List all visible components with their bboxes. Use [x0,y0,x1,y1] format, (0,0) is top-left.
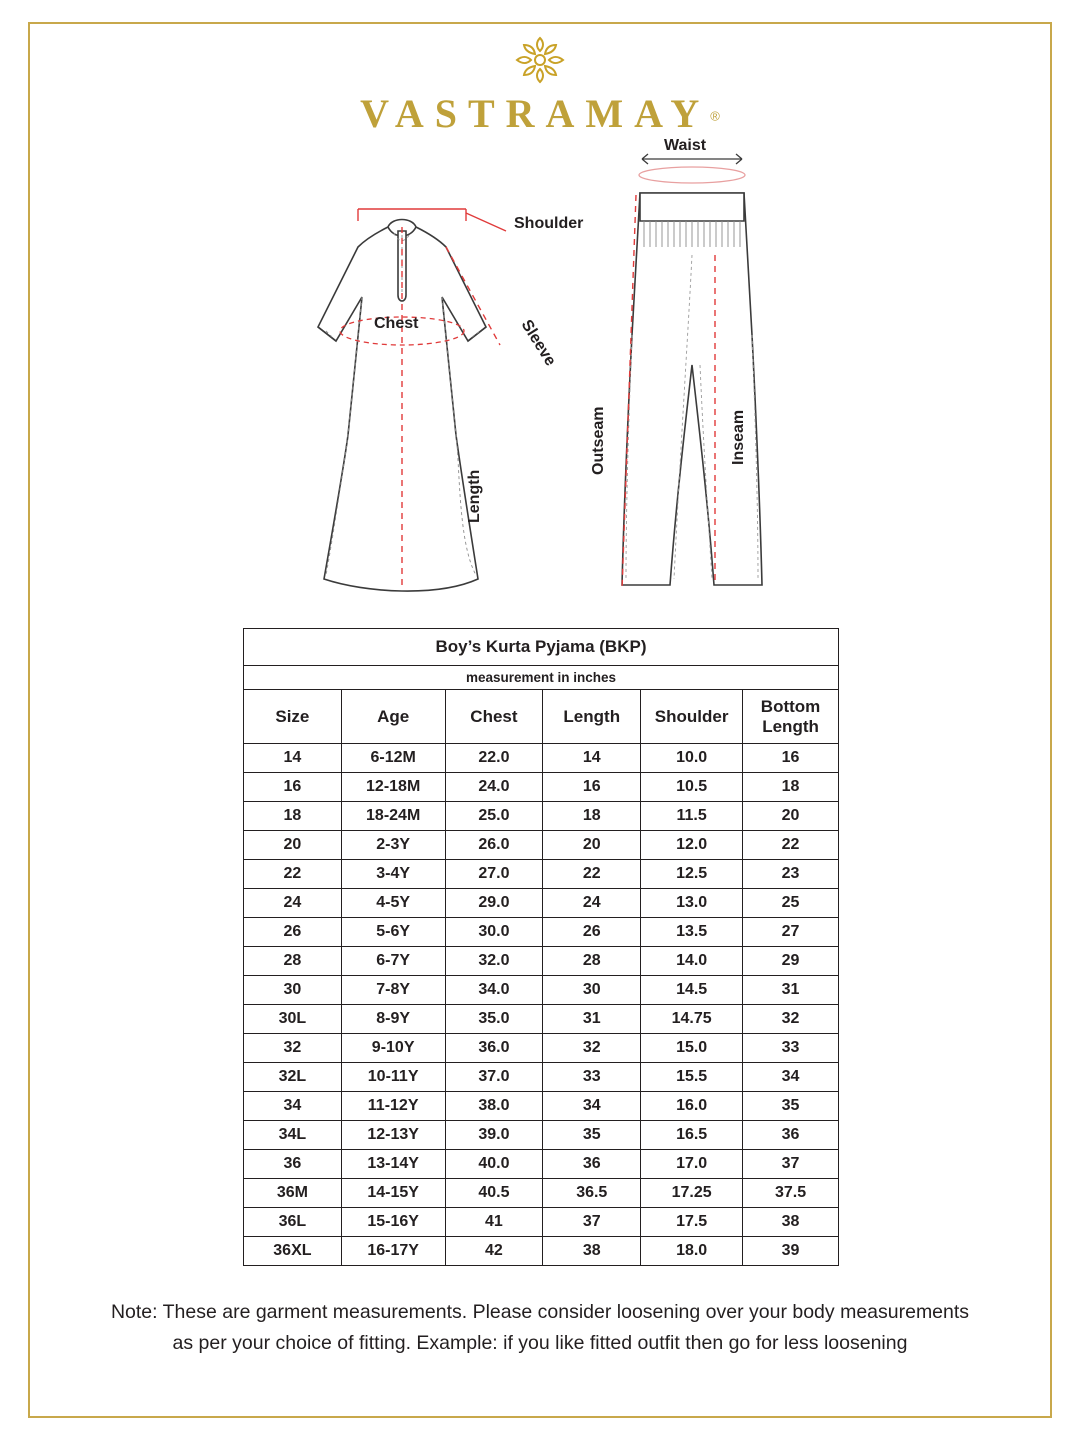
cell-chest: 26.0 [445,831,543,860]
cell-size: 32L [244,1063,342,1092]
column-header-bottom-length: Bottom Length [743,690,839,744]
cell-length: 38 [543,1237,641,1266]
cell-bottom-length: 27 [743,918,839,947]
cell-age: 15-16Y [341,1208,445,1237]
cell-size: 26 [244,918,342,947]
cell-shoulder: 10.5 [641,773,743,802]
cell-age: 14-15Y [341,1179,445,1208]
cell-length: 34 [543,1092,641,1121]
table-row [244,889,839,918]
cell-age: 18-24M [341,802,445,831]
cell-length: 35 [543,1121,641,1150]
cell-length: 31 [543,1005,641,1034]
cell-chest: 40.0 [445,1150,543,1179]
cell-age: 11-12Y [341,1092,445,1121]
table-row [244,860,839,889]
table-body [244,744,839,1266]
cell-chest: 30.0 [445,918,543,947]
cell-length: 33 [543,1063,641,1092]
cell-age: 3-4Y [341,860,445,889]
cell-bottom-length: 37.5 [743,1179,839,1208]
cell-age: 6-7Y [341,947,445,976]
table-row [244,1150,839,1179]
cell-shoulder: 14.75 [641,1005,743,1034]
cell-length: 32 [543,1034,641,1063]
cell-chest: 24.0 [445,773,543,802]
cell-length: 22 [543,860,641,889]
cell-length: 18 [543,802,641,831]
cell-age: 10-11Y [341,1063,445,1092]
cell-size: 24 [244,889,342,918]
garment-diagram [270,135,830,625]
cell-chest: 27.0 [445,860,543,889]
cell-length: 20 [543,831,641,860]
cell-chest: 22.0 [445,744,543,773]
cell-shoulder: 16.0 [641,1092,743,1121]
cell-bottom-length: 34 [743,1063,839,1092]
cell-shoulder: 14.0 [641,947,743,976]
cell-bottom-length: 33 [743,1034,839,1063]
label-inseam: Inseam [730,409,747,465]
label-outseam: Outseam [590,406,607,475]
cell-bottom-length: 23 [743,860,839,889]
cell-age: 5-6Y [341,918,445,947]
cell-age: 9-10Y [341,1034,445,1063]
measurement-note [48,1297,1032,1359]
cell-shoulder: 12.5 [641,860,743,889]
label-waist: Waist [664,137,707,154]
brand-name: VASTRAMAY [360,91,711,136]
cell-size: 32 [244,1034,342,1063]
cell-chest: 40.5 [445,1179,543,1208]
cell-chest: 36.0 [445,1034,543,1063]
cell-shoulder: 17.25 [641,1179,743,1208]
cell-size: 18 [244,802,342,831]
cell-size: 16 [244,773,342,802]
cell-bottom-length: 32 [743,1005,839,1034]
cell-shoulder: 11.5 [641,802,743,831]
cell-chest: 41 [445,1208,543,1237]
table-row [244,1063,839,1092]
cell-bottom-length: 16 [743,744,839,773]
cell-chest: 35.0 [445,1005,543,1034]
cell-age: 7-8Y [341,976,445,1005]
cell-shoulder: 10.0 [641,744,743,773]
cell-chest: 39.0 [445,1121,543,1150]
cell-chest: 25.0 [445,802,543,831]
cell-bottom-length: 35 [743,1092,839,1121]
cell-size: 36M [244,1179,342,1208]
table-row [244,976,839,1005]
table-row [244,802,839,831]
garment-illustration [270,135,830,625]
column-header-chest: Chest [445,690,543,744]
cell-size: 34L [244,1121,342,1150]
table-row [244,1034,839,1063]
cell-size: 14 [244,744,342,773]
cell-length: 24 [543,889,641,918]
cell-size: 30L [244,1005,342,1034]
table-row [244,744,839,773]
cell-length: 36 [543,1150,641,1179]
cell-chest: 29.0 [445,889,543,918]
brand-header [0,34,1080,137]
cell-size: 36 [244,1150,342,1179]
cell-age: 6-12M [341,744,445,773]
cell-chest: 37.0 [445,1063,543,1092]
table-row [244,1208,839,1237]
shoulder-leader-line [466,213,506,231]
cell-length: 37 [543,1208,641,1237]
registered-mark: ® [710,108,720,124]
cell-length: 36.5 [543,1179,641,1208]
cell-bottom-length: 18 [743,773,839,802]
table-subtitle: measurement in inches [244,666,839,690]
cell-bottom-length: 31 [743,976,839,1005]
cell-shoulder: 13.0 [641,889,743,918]
cell-length: 28 [543,947,641,976]
cell-shoulder: 13.5 [641,918,743,947]
cell-length: 16 [543,773,641,802]
cell-shoulder: 15.5 [641,1063,743,1092]
cell-chest: 38.0 [445,1092,543,1121]
cell-chest: 34.0 [445,976,543,1005]
floral-ornament-icon [503,34,577,88]
label-sleeve: Sleeve [517,317,559,370]
cell-shoulder: 12.0 [641,831,743,860]
label-length: Length [466,469,483,523]
table-subtitle-row [244,666,839,690]
cell-age: 2-3Y [341,831,445,860]
cell-bottom-length: 37 [743,1150,839,1179]
cell-chest: 42 [445,1237,543,1266]
cell-size: 28 [244,947,342,976]
cell-bottom-length: 38 [743,1208,839,1237]
table-row [244,831,839,860]
column-header-length: Length [543,690,641,744]
table-title-row [244,629,839,666]
cell-size: 30 [244,976,342,1005]
cell-bottom-length: 22 [743,831,839,860]
table-header-row [244,690,839,744]
table-row [244,1092,839,1121]
label-chest: Chest [374,315,419,332]
pyjama-outline [622,193,762,585]
column-header-size: Size [244,690,342,744]
cell-size: 36L [244,1208,342,1237]
cell-size: 34 [244,1092,342,1121]
cell-size: 36XL [244,1237,342,1266]
cell-length: 14 [543,744,641,773]
column-header-age: Age [341,690,445,744]
cell-bottom-length: 29 [743,947,839,976]
size-chart-table [243,628,839,1266]
table-title: Boy’s Kurta Pyjama (BKP) [244,629,839,666]
cell-shoulder: 15.0 [641,1034,743,1063]
column-header-shoulder: Shoulder [641,690,743,744]
cell-length: 30 [543,976,641,1005]
label-shoulder: Shoulder [514,215,584,232]
cell-shoulder: 17.5 [641,1208,743,1237]
cell-bottom-length: 20 [743,802,839,831]
cell-age: 16-17Y [341,1237,445,1266]
table-row [244,773,839,802]
cell-chest: 32.0 [445,947,543,976]
cell-length: 26 [543,918,641,947]
cell-size: 20 [244,831,342,860]
cell-age: 4-5Y [341,889,445,918]
table-row [244,1179,839,1208]
cell-bottom-length: 25 [743,889,839,918]
note-line-1: Note: These are garment measurements. Please consider loosening over your body measurements [110,1301,970,1323]
table-row [244,1121,839,1150]
table-row [244,947,839,976]
table-row [244,1237,839,1266]
cell-age: 13-14Y [341,1150,445,1179]
cell-age: 12-13Y [341,1121,445,1150]
cell-bottom-length: 36 [743,1121,839,1150]
cell-size: 22 [244,860,342,889]
note-line-2: as per your choice of fitting. Example: if you like fitted outfit then go for less loosening [172,1332,908,1354]
cell-shoulder: 14.5 [641,976,743,1005]
cell-age: 12-18M [341,773,445,802]
cell-age: 8-9Y [341,1005,445,1034]
table-row [244,1005,839,1034]
cell-shoulder: 16.5 [641,1121,743,1150]
cell-shoulder: 17.0 [641,1150,743,1179]
cell-bottom-length: 39 [743,1237,839,1266]
table-row [244,918,839,947]
cell-shoulder: 18.0 [641,1237,743,1266]
